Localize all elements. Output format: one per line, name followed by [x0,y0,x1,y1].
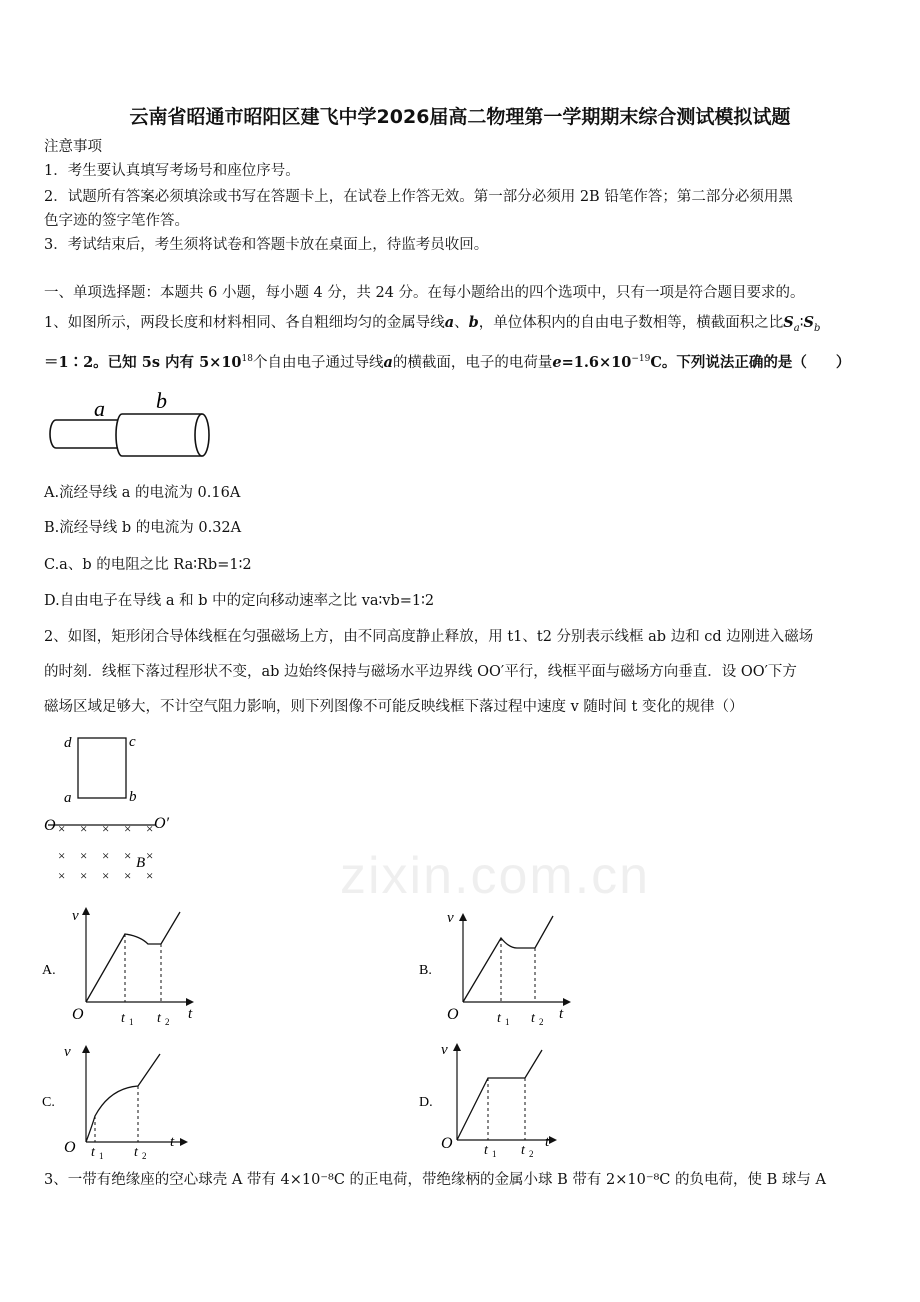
q1-sa-sub: a [793,322,800,334]
q1-text: ＝1∶2。已知 5s 内有 5×10 [44,353,242,371]
q1-sep: 、 [454,315,469,331]
wire-figure [44,390,214,466]
notice-item-3: 3．考试结束后，考生须将试卷和答题卡放在桌面上，待监考员收回。 [44,237,489,253]
q2-line-2: 的时刻．线框下落过程形状不变，ab 边始终保持与磁场水平边界线 OO′平行，线框平面与磁场方向垂直．设 OO′下方 [44,664,797,680]
q1-var-a: a [383,353,393,371]
q1-text: ，单位体积内的自由电子数相等，横截面积之比 [478,315,784,331]
graph-d-v-label: v [441,1042,448,1058]
q1-option-a: A.流经导线 a 的电流为 0.16A [44,485,241,501]
label-d: d [64,735,72,751]
q2-line-1: 2、如图，矩形闭合导体线框在匀强磁场上方，由不同高度静止释放，用 t1、t2 分别表示线框 ab 边和 cd 边刚进入磁场 [44,629,814,645]
graph-d-t2-sub: 2 [529,1149,534,1159]
graph-c-curve [86,1054,160,1142]
field-cross-icon: × [80,848,88,863]
field-cross-icon: × [102,821,110,836]
graph-a [40,902,200,1028]
field-cross-icon: × [58,848,66,863]
graph-a-t1: t [121,1011,125,1026]
q1-exp: 18 [241,354,253,364]
notice-item-2-cont: 色字迹的签字笔作答。 [44,213,189,229]
graph-c-t-label: t [170,1134,175,1150]
q1-text: C。下列说法正确的是（ ） [650,353,851,371]
q1-line-1 [44,313,820,339]
field-cross-icon: × [58,868,66,883]
arrow-up-icon [453,1043,461,1051]
field-cross-icon: × [146,821,154,836]
graph-c-origin: O [64,1139,76,1156]
q1-var-b: b [468,314,479,331]
wire-b-label: b [156,390,167,413]
graph-b-t2-sub: 2 [539,1017,544,1027]
field-cross-icon: × [124,868,132,883]
q3-line-1: 3、一带有绝缘座的空心球壳 A 带有 4×10⁻⁸C 的正电荷，带绝缘柄的金属小球 B 带有 2×10⁻⁸C 的负电荷，使 B 球与 A [44,1172,826,1188]
graph-b-v-label: v [447,910,454,926]
wire-frame [78,738,126,798]
graph-b-origin: O [447,1006,459,1023]
watermark: zixin.com.cn [340,847,651,905]
graph-a-v-label: v [72,908,79,924]
graph-c-t2: t [134,1145,138,1160]
graph-b [417,902,577,1028]
arrow-up-icon [82,907,90,915]
q1-option-c: C.a、b 的电阻之比 Ra∶Rb=1∶2 [44,557,252,573]
arrow-right-icon [180,1138,188,1146]
label-c: c [129,734,136,750]
wire-a [50,420,124,448]
q1-line-2 [44,349,850,373]
field-cross-icon: × [58,821,66,836]
label-a: a [64,790,72,806]
field-cross-icon: × [102,868,110,883]
graph-c [40,1036,200,1162]
graph-d-t2: t [521,1143,525,1158]
q1-exp: −19 [631,354,651,364]
field-cross-icon: × [80,821,88,836]
frame-figure [40,728,190,886]
graph-d-option-label: D. [419,1095,433,1110]
graph-d-t1-sub: 1 [492,1149,497,1159]
wire-b-end [195,414,209,456]
notice-item-2: 2．试题所有答案必须填涂或书写在答题卡上，在试卷上作答无效。第一部分必须用 2B 铅笔作答；第二部分必须用黑 [44,189,793,205]
graph-b-t1: t [497,1011,501,1026]
q1-var-a: a [444,314,455,331]
graph-c-option-label: C. [42,1095,55,1110]
arrow-right-icon [563,998,571,1006]
magnetic-field-crosses [58,821,153,883]
field-cross-icon: × [124,848,132,863]
graph-c-t2-sub: 2 [142,1151,147,1161]
field-cross-icon: × [146,848,154,863]
field-cross-icon: × [124,821,132,836]
graph-d-curve [457,1050,542,1140]
arrow-right-icon [186,998,194,1006]
graph-d-origin: O [441,1135,453,1152]
notice-heading: 注意事项 [44,139,102,155]
arrow-up-icon [459,913,467,921]
graph-b-curve [463,916,553,1002]
field-cross-icon: × [80,868,88,883]
graph-b-t-label: t [559,1006,564,1022]
q1-option-b: B.流经导线 b 的电流为 0.32A [44,520,242,536]
graph-b-option-label: B. [419,963,432,978]
graph-c-t1-sub: 1 [99,1151,104,1161]
label-o: O [44,817,56,834]
label-o-prime: O′ [154,815,170,832]
graph-b-t1-sub: 1 [505,1017,510,1027]
q1-text: 个自由电子通过导线 [252,354,384,371]
q1-sb: S [803,314,814,331]
arrow-right-icon [549,1136,557,1144]
field-cross-icon: × [102,848,110,863]
q1-text: 的横截面，电子的电荷量 [392,354,553,371]
q1-var-e: e [552,353,562,371]
graph-d-t-label: t [545,1134,550,1150]
arrow-up-icon [82,1045,90,1053]
label-b: b [129,789,137,805]
q1-sb-sub: b [814,322,821,334]
graph-a-origin: O [72,1006,84,1023]
q1-option-d: D.自由电子在导线 a 和 b 中的定向移动速率之比 va∶vb=1∶2 [44,593,435,609]
graph-c-v-label: v [64,1044,71,1060]
page-title: 云南省昭通市昭阳区建飞中学2026届高二物理第一学期期末综合测试模拟试题 [129,106,791,128]
q1-text: 1、如图所示，两段长度和材料相同、各自粗细均匀的金属导线 [44,315,445,331]
q1-text: =1.6×10 [561,353,632,371]
graph-d [417,1036,577,1162]
graph-a-option-label: A. [42,963,56,978]
graph-a-t-label: t [188,1006,193,1022]
q1-sa: S [783,314,794,331]
graph-b-t2: t [531,1011,535,1026]
graph-a-t1-sub: 1 [129,1017,134,1027]
label-b-field: B [136,855,146,871]
section-heading: 一、单项选择题：本题共 6 小题，每小题 4 分，共 24 分。在每小题给出的四个选项中，只有一项是符合题目要求的。 [44,285,805,301]
q2-line-3: 磁场区域足够大，不计空气阻力影响，则下列图像不可能反映线框下落过程中速度 v 随时间 t 变化的规律（） [44,699,744,715]
graph-a-t2: t [157,1011,161,1026]
wire-a-label: a [94,396,105,421]
graph-d-t1: t [484,1143,488,1158]
graph-a-t2-sub: 2 [165,1017,170,1027]
q1-colon: ∶ [799,315,804,331]
graph-a-curve [86,912,180,1002]
notice-item-1: 1．考生要认真填写考场号和座位序号。 [44,163,300,179]
graph-c-t1: t [91,1145,95,1160]
field-cross-icon: × [146,868,154,883]
